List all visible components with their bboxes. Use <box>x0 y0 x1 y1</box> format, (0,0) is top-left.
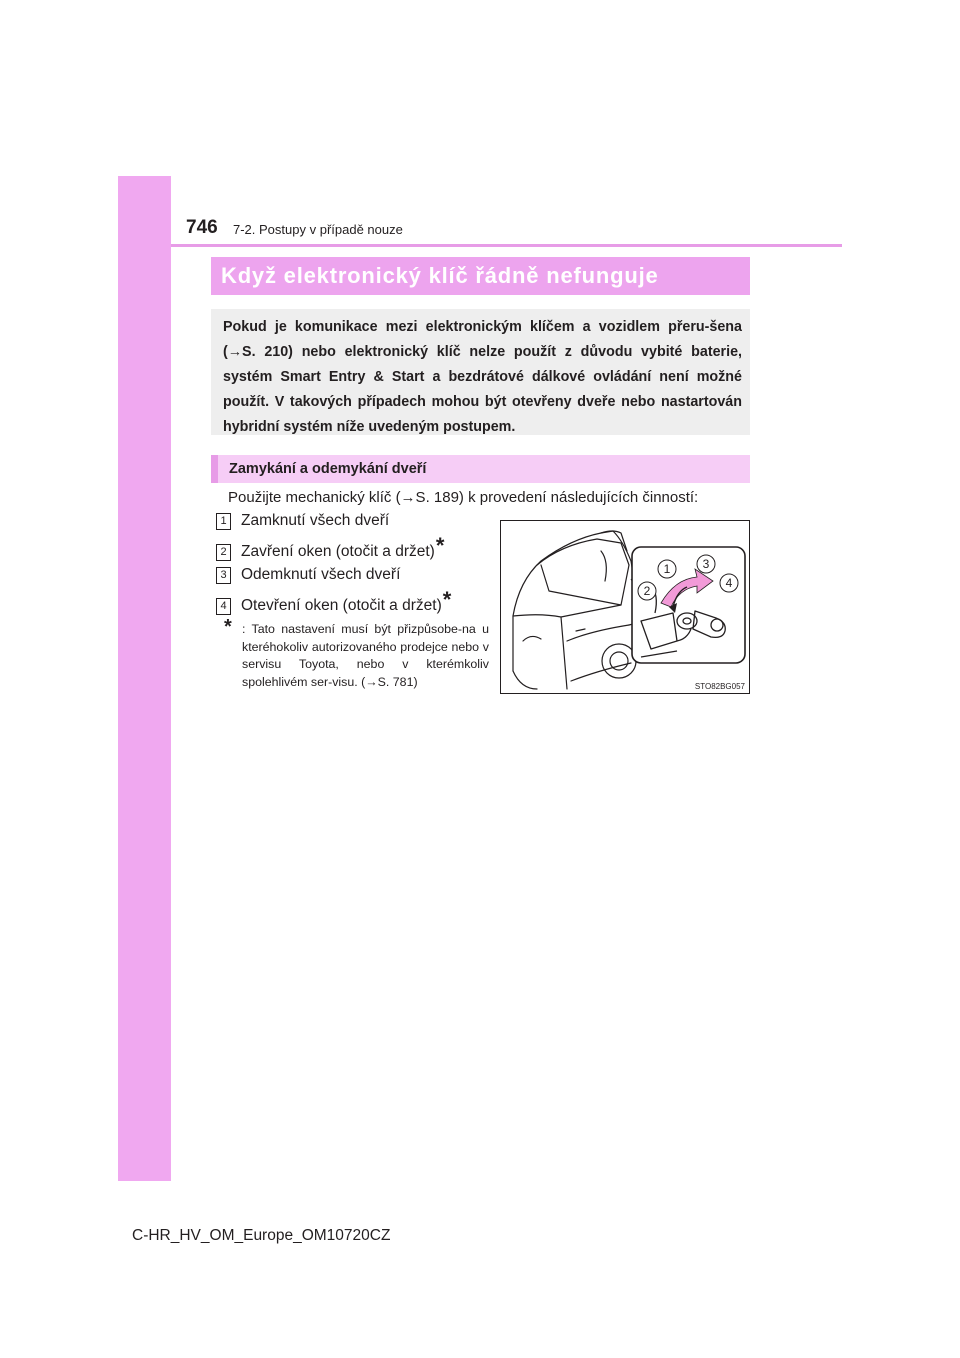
callout-label: 3 <box>702 557 710 571</box>
car-door-key-illustration <box>501 521 749 693</box>
footer-document-id: C-HR_HV_OM_Europe_OM10720CZ <box>132 1227 391 1244</box>
page-number: 746 <box>186 217 218 238</box>
figure-code: STO82BG057 <box>694 682 745 691</box>
callout-2 <box>638 582 656 600</box>
callout-label: 4 <box>725 576 733 590</box>
list-item <box>216 566 401 584</box>
asterisk-marker: * <box>442 587 452 612</box>
door-key-illustration <box>500 520 750 694</box>
list-item <box>216 533 445 565</box>
callout-1 <box>658 560 676 578</box>
step-number: 3 <box>216 567 231 584</box>
step-text: Odemknutí všech dveří <box>241 566 401 583</box>
subheading: Zamykání a odemykání dveří <box>211 455 750 483</box>
step-text: Zavření oken (otočit a držet) <box>241 543 435 560</box>
list-item <box>216 587 452 619</box>
callout-label: 2 <box>643 584 651 598</box>
chapter-side-tab <box>118 176 171 1181</box>
intro-box <box>211 309 750 435</box>
header-rule <box>171 244 842 247</box>
intro-text: Pokud je komunikace mezi elektronickým klíčem a vozidlem přeru-šena (→S. 210) nebo elektronický klíč nelze použít z důvodu vybité baterie, systém Smart Entry & Start a bezdrátové dálkové ovládání není možné použít. V takových případech mohou být otevřeny dveře nebo nastartován hybridní systém níže uvedeným postupem. <box>223 319 742 435</box>
footnote-marker: * <box>224 616 232 638</box>
step-number: 2 <box>216 544 231 561</box>
callout-label: 1 <box>663 562 671 576</box>
page-title: Když elektronický klíč řádně nefunguje <box>211 257 750 295</box>
step-number: 4 <box>216 598 231 615</box>
detail-inset-frame <box>632 547 745 663</box>
step-text: Otevření oken (otočit a držet) <box>241 597 442 614</box>
callout-3 <box>697 555 715 573</box>
asterisk-marker: * <box>435 533 445 558</box>
footnote-text: : Tato nastavení musí být přizpůsobe-na u kteréhokoliv autorizovaného prodejce nebo v servisu Toyota, nebo v kterémkoliv spolehlivém ser-visu. (→S. 781) <box>242 622 489 689</box>
instruction-text: Použijte mechanický klíč (→S. 189) k provedení následujících činností: <box>228 489 699 506</box>
callout-4 <box>720 574 738 592</box>
list-item <box>216 512 390 530</box>
step-number: 1 <box>216 513 231 530</box>
footnote <box>224 616 489 691</box>
section-label: 7-2. Postupy v případě nouze <box>233 222 403 237</box>
step-text: Zamknutí všech dveří <box>241 512 390 529</box>
